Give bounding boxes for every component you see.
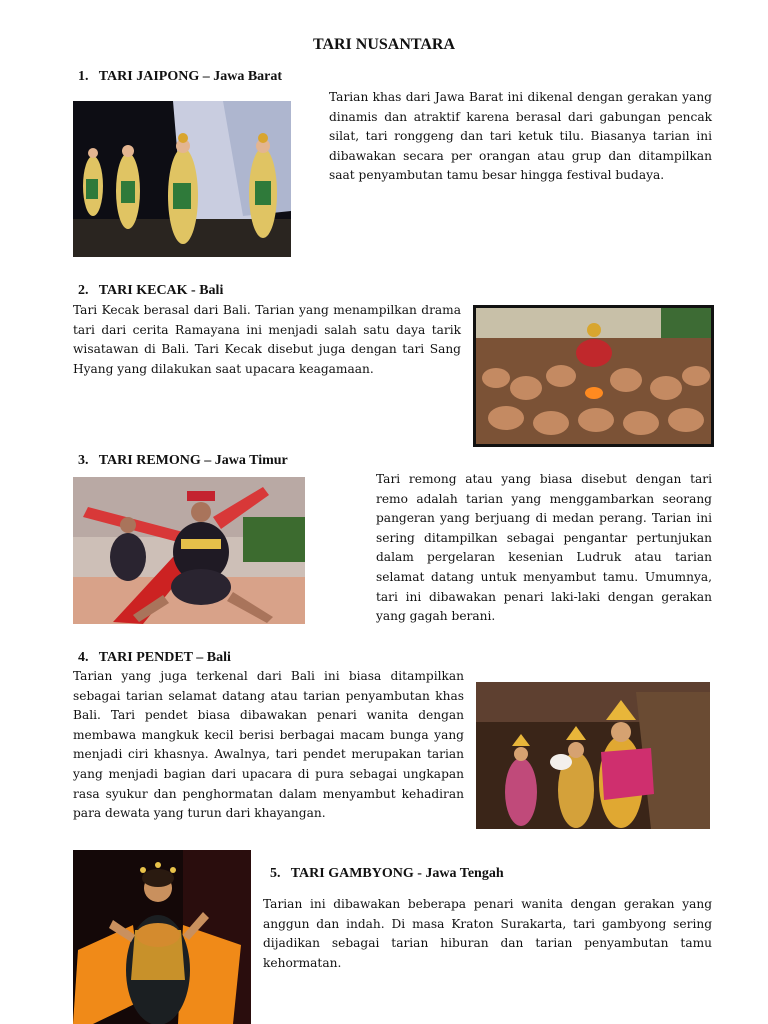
jaipong-dance-photo: [73, 101, 291, 257]
section-title: TARI PENDET – Bali: [98, 650, 231, 665]
section-title: TARI GAMBYONG - Jawa Tengah: [290, 866, 504, 881]
section-text-pendet: Tarian yang juga terkenal dari Bali ini biasa ditampilkan sebagai tarian selamat datang atau tarian penyambutan khas Bali. Tari pendet biasa dibawakan penari wanita dengan membawa mangkuk kecil berisi berbagai macam bunga yang menjadi ciri khasnya. Awalnya, tari pendet merupakan tarian yang menjadi bagian dari upacara di pura sebagai ungkapan rasa syukur dan penghormatan dalam menyambut kehadiran para dewata yang turun dari khayangan.: [73, 669, 464, 821]
section-number: 2.: [78, 283, 89, 298]
section-text-jaipong: Tarian khas dari Jawa Barat ini dikenal dengan gerakan yang dinamis dan atraktif karena berasal dari gabungan pencak silat, tari ronggeng dan tari ketuk tilu. Biasanya tarian ini dibawakan secara per orangan atau grup dan ditampilkan saat penyambutan tamu besar hingga festival budaya.: [329, 90, 712, 183]
section-heading-jaipong: [78, 69, 282, 85]
section-title: TARI REMONG – Jawa Timur: [98, 453, 288, 468]
section-number: 5.: [270, 866, 281, 881]
section-heading-kecak: [78, 283, 223, 299]
section-number: 1.: [78, 69, 89, 84]
section-heading-remong: [78, 453, 288, 469]
kecak-dance-photo: [473, 305, 714, 447]
pendet-dance-photo: [476, 682, 710, 829]
page-title: TARI NUSANTARA: [312, 36, 456, 53]
section-heading-pendet: [78, 650, 231, 666]
section-heading-gambyong: [270, 866, 504, 882]
remong-dance-photo: [73, 477, 305, 624]
section-text-kecak: Tari Kecak berasal dari Bali. Tarian yang menampilkan drama tari dari cerita Ramayana ini menjadi salah satu daya tarik wisatawan di Bali. Tari Kecak disebut juga dengan tari Sang Hyang yang dilakukan saat upacara keagamaan.: [73, 303, 461, 376]
section-title: TARI JAIPONG – Jawa Barat: [98, 69, 283, 84]
gambyong-dance-photo: [73, 850, 251, 1024]
section-text-remong: Tari remong atau yang biasa disebut dengan tari remo adalah tarian yang menggambarkan seorang pangeran yang berjuang di medan perang. Tarian ini sering ditampilkan sebagai pengantar pertunjukan dalam pergelaran kesenian Ludruk atau tarian selamat datang untuk menyambut tamu. Umumnya, tari ini dibawakan penari laki-laki dengan gerakan yang gagah berani.: [376, 472, 712, 624]
section-number: 3.: [78, 453, 89, 468]
section-text-gambyong: Tarian ini dibawakan beberapa penari wanita dengan gerakan yang anggun dan indah. Di masa Kraton Surakarta, tari gambyong sering dijadikan sebagai tarian hiburan dan tarian penyambutan tamu kehormatan.: [263, 897, 712, 970]
section-number: 4.: [78, 650, 89, 665]
section-title: TARI KECAK - Bali: [98, 283, 224, 298]
